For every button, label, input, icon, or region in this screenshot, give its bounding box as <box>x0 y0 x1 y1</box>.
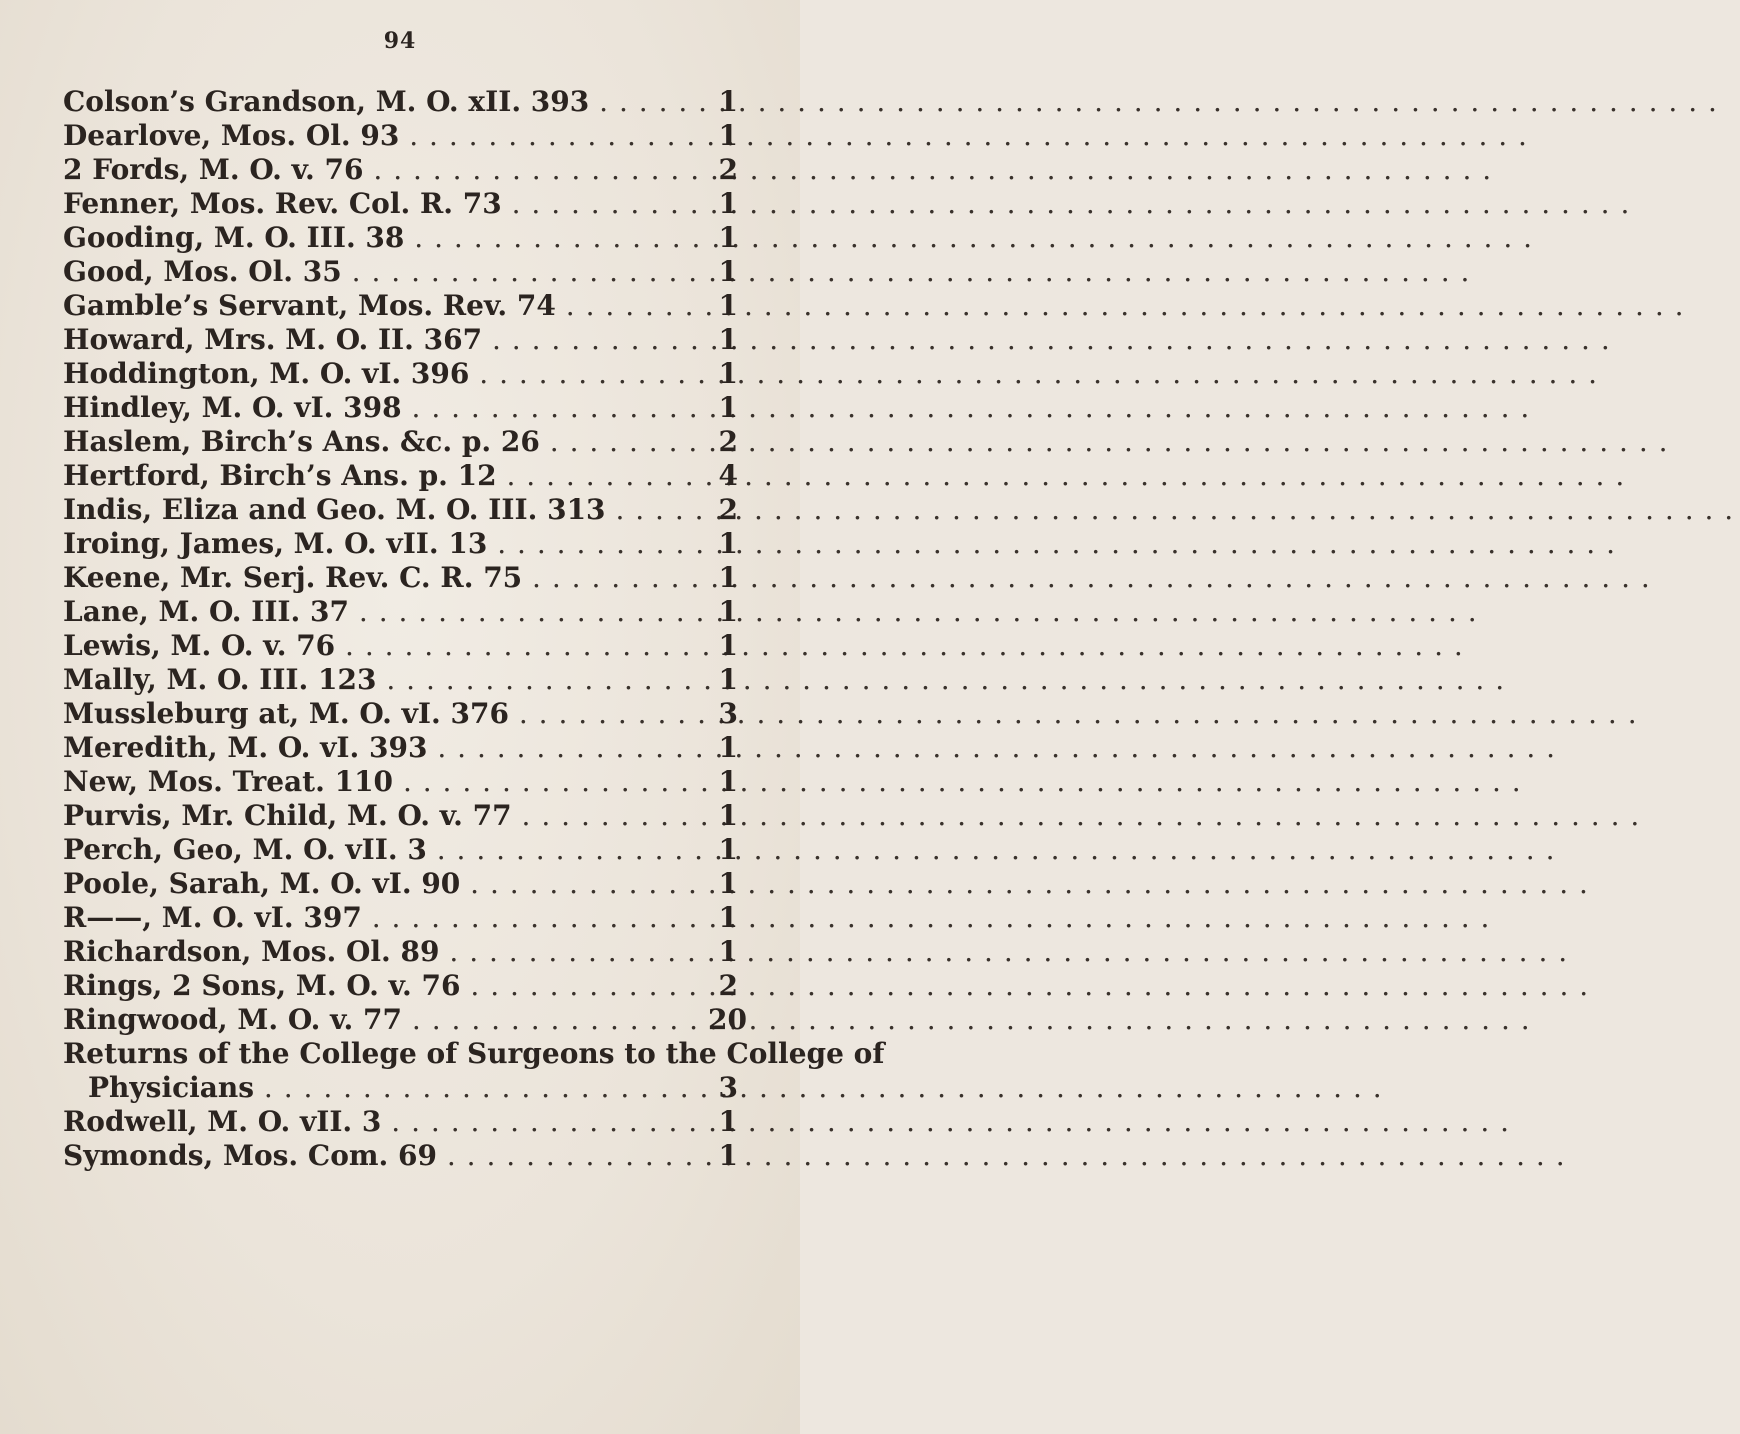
index-entry-continuation <box>0 1071 800 1105</box>
entry-count: 1 <box>718 391 738 424</box>
entry-name: Good, Mos. Ol. 35 . . . <box>63 255 1476 288</box>
entry-name: Keene, Mr. Serj. Rev. C. R. 75 . . . <box>63 561 1657 594</box>
page-number: 94 <box>383 28 417 54</box>
entry-count: 2 <box>718 969 738 1002</box>
index-entry <box>0 323 800 357</box>
index-entry <box>0 425 800 459</box>
index-entry <box>0 629 800 663</box>
index-entry <box>0 1105 800 1139</box>
entry-count: 1 <box>718 901 738 934</box>
entry-name: Lane, M. O. III. 37 . . . <box>63 595 1484 628</box>
entry-count: 1 <box>718 935 738 968</box>
index-entry <box>0 119 800 153</box>
entry-name: New, Mos. Treat. 110 . . . <box>63 765 1528 798</box>
entry-name: Mally, M. O. III. 123 . . . <box>63 663 1511 696</box>
index-entry <box>0 289 800 323</box>
index-entry <box>0 867 800 901</box>
entry-name: Iroing, James, M. O. vII. 13 . . . <box>63 527 1622 560</box>
index-entry <box>0 595 800 629</box>
entry-name: Rings, 2 Sons, M. O. v. 76 . . . <box>63 969 1595 1002</box>
entry-count: 1 <box>718 1105 738 1138</box>
entry-name: Colson’s Grandson, M. O. xII. 393 . . . <box>63 85 1724 118</box>
index-entry <box>0 765 800 799</box>
entry-count: 1 <box>718 255 738 288</box>
entry-name: Haslem, Birch’s Ans. &c. p. 26 . . . <box>63 425 1675 458</box>
entry-count: 1 <box>718 799 738 832</box>
entry-count: 1 <box>718 85 738 118</box>
entry-count: 3 <box>718 1071 738 1104</box>
entry-name: Poole, Sarah, M. O. vI. 90 . . . <box>63 867 1595 900</box>
entry-name: Richardson, Mos. Ol. 89 . . . <box>63 935 1574 968</box>
index-entry <box>0 1003 800 1037</box>
index-entry <box>0 731 800 765</box>
index-entry <box>0 561 800 595</box>
entry-count: 1 <box>718 527 738 560</box>
entry-name: Symonds, Mos. Com. 69 . . . <box>63 1139 1572 1172</box>
entry-count: 2 <box>718 153 738 186</box>
index-entry <box>0 221 800 255</box>
entry-count: 1 <box>718 663 738 696</box>
index-list <box>0 85 885 1173</box>
entry-count: 1 <box>718 833 738 866</box>
index-entry <box>0 85 800 119</box>
index-entry <box>0 935 800 969</box>
index-entry <box>0 187 800 221</box>
index-entry <box>0 663 800 697</box>
index-entry <box>0 969 800 1003</box>
entry-count: 1 <box>718 629 738 662</box>
entry-name: Hoddington, M. O. vI. 396 . . . <box>63 357 1604 390</box>
entry-name: Physicians . . . <box>88 1071 1389 1104</box>
index-entry <box>0 391 800 425</box>
entry-count: 1 <box>718 1139 738 1172</box>
entry-name: Gamble’s Servant, Mos. Rev. 74 . . . <box>63 289 1691 322</box>
entry-count: 2 <box>718 425 738 458</box>
index-entry <box>0 357 800 391</box>
index-entry <box>0 1139 800 1173</box>
entry-name: Meredith, M. O. vI. 393 . . . <box>63 731 1562 764</box>
index-entry <box>0 1037 885 1071</box>
entry-count: 1 <box>718 323 738 356</box>
entry-name: R——, M. O. vI. 397 . . . <box>63 901 1496 934</box>
entry-count: 1 <box>718 119 738 152</box>
entry-count: 2 <box>718 493 738 526</box>
entry-name: Fenner, Mos. Rev. Col. R. 73 . . . <box>63 187 1636 220</box>
entry-count: 1 <box>718 765 738 798</box>
index-entry <box>0 799 800 833</box>
index-entry <box>0 833 800 867</box>
index-entry <box>0 697 800 731</box>
entry-count: 1 <box>718 221 738 254</box>
entry-count: 4 <box>718 459 738 492</box>
index-entry <box>0 459 800 493</box>
index-entry <box>0 493 800 527</box>
entry-name: Perch, Geo, M. O. vII. 3 . . . <box>63 833 1562 866</box>
entry-count: 1 <box>718 289 738 322</box>
entry-count: 20 <box>708 1003 747 1036</box>
entry-name: Hertford, Birch’s Ans. p. 12 . . . <box>63 459 1631 492</box>
index-entry <box>0 901 800 935</box>
entry-name: Purvis, Mr. Child, M. O. v. 77 . . . <box>63 799 1646 832</box>
entry-name: Gooding, M. O. III. 38 . . . <box>63 221 1539 254</box>
entry-count: 3 <box>718 697 738 730</box>
entry-count: 1 <box>718 595 738 628</box>
entry-name: Mussleburg at, M. O. vI. 376 . . . <box>63 697 1644 730</box>
entry-count: 1 <box>718 867 738 900</box>
entry-name: Returns of the College of Surgeons to the College of <box>63 1037 885 1070</box>
entry-count: 1 <box>718 357 738 390</box>
entry-name: Hindley, M. O. vI. 398 . . . <box>63 391 1536 424</box>
entry-name: Ringwood, M. O. v. 77 . . . <box>63 1003 1537 1036</box>
entry-name: Howard, Mrs. M. O. II. 367 . . . <box>63 323 1617 356</box>
index-entry <box>0 527 800 561</box>
entry-name: Indis, Eliza and Geo. M. O. III. 313 . . . <box>63 493 1740 526</box>
entry-name: 2 Fords, M. O. v. 76 . . . <box>63 153 1498 186</box>
entry-name: Rodwell, M. O. vII. 3 . . . <box>63 1105 1516 1138</box>
entry-count: 1 <box>718 561 738 594</box>
index-entry <box>0 255 800 289</box>
entry-name: Dearlove, Mos. Ol. 93 . . . <box>63 119 1534 152</box>
entry-count: 1 <box>718 187 738 220</box>
entry-name: Lewis, M. O. v. 76 . . . <box>63 629 1470 662</box>
entry-count: 1 <box>718 731 738 764</box>
index-entry <box>0 153 800 187</box>
